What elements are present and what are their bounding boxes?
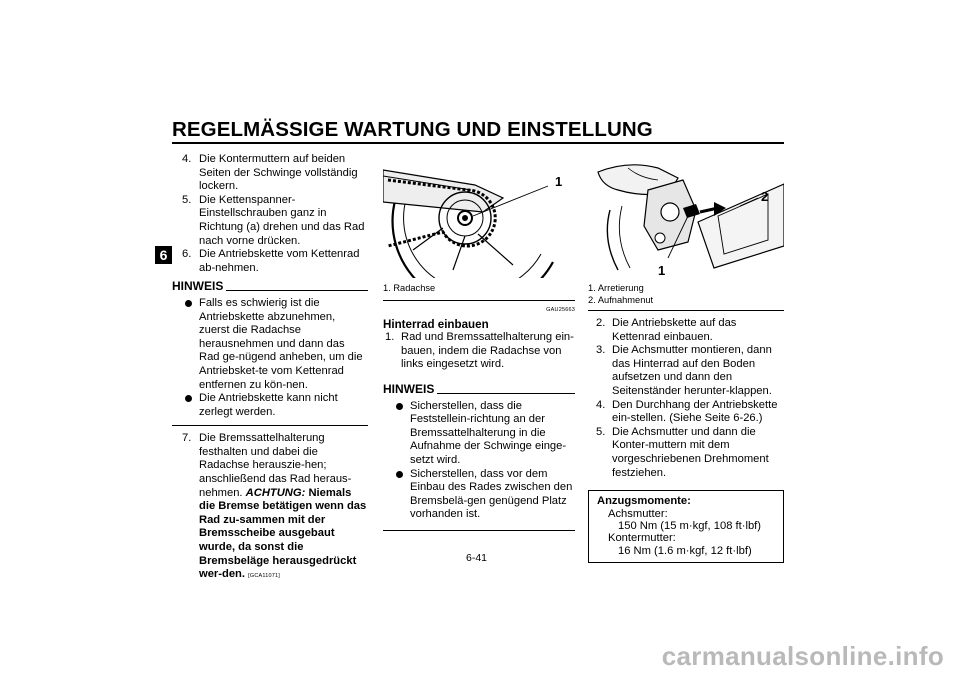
step-number: 1. [385,331,395,344]
hinweis-bullets [172,297,368,419]
list-item [383,400,575,468]
figure-caption: 2. Aufnahmenut [588,295,654,305]
caption-rule [383,300,575,301]
hinweis-end-rule [172,425,368,426]
right-column [588,282,784,563]
step-number: 3. [596,344,606,357]
list-item [383,468,575,522]
step-number: 4. [182,153,192,165]
tire-edge [607,210,618,270]
figure-rear-axle [383,150,575,278]
step-text: Die Bremssattelhalterung festhalten und dabei die Radachse herauszie-hen; anschließend das Rad heraus-nehmen. [199,432,352,499]
chapter-tab: 6 [155,246,172,264]
swingarm [383,170,503,212]
steps-list-right [588,317,784,480]
caption-rule [588,310,784,311]
section-code: GAU25663 [546,307,575,313]
achtung-text: Niemals die Bremse betätigen wenn das Rad zu-sammen mit der Bremsscheibe ausgebaut wurde, da sonst die Bremsbeläge herausgedrückt wer-den. [199,486,367,581]
wheel-spoke [413,228,443,250]
step-text: Die Achsmutter und dann die Konter-muttern mit dem vorgeschriebenen Drehmoment festziehen. [612,425,769,479]
list-item [172,153,368,194]
figure-caliper-bracket [588,150,784,278]
step-number: 5. [182,193,192,206]
list-item [588,344,784,398]
bullet-icon [185,395,192,402]
figure-callout: 1 [555,174,563,189]
hinweis-title: HINWEIS [383,381,435,396]
tire-edge-inner [619,206,630,268]
step-number: 2. [596,317,606,329]
step-text: Den Durchhang der Antriebskette ein-stellen. (Siehe Seite 6-26.) [612,398,778,425]
step-number: 4. [596,398,606,411]
figure-callout-2: 2 [761,189,769,204]
torque-heading: Anzugsmomente: [597,495,691,508]
steps-list-b [172,432,368,584]
torque-label: Achsmutter: [608,507,668,520]
bullet-icon [396,471,403,478]
hinweis-heading [172,280,368,294]
bullet-text: Falls es schwierig ist die Antriebskette abzunehmen, zuerst die Radachse herausnehmen und dann das Rad ge-nügend anheben, um die Antriebsket-te vom Kettenrad entfernen zu kön-nen. [199,296,363,391]
swingarm-section [698,184,784,268]
torque-spec-box [588,490,784,563]
list-item [588,426,784,480]
bullet-text: Die Antriebskette kann nicht zerlegt werden. [199,392,338,418]
wheel-spoke [478,234,513,265]
hinweis-heading [383,383,575,397]
section-title: Hinterrad einbauen [383,317,489,331]
step-text: Rad und Bremssattelhalterung ein-bauen, indem die Radachse von links eingesetzt wird. [401,331,574,371]
bracket-hole [655,233,665,243]
title-rule [172,142,784,144]
step-number: 7. [182,432,192,445]
hinweis-bullets [383,400,575,522]
warning-code: [GCA11071] [248,573,280,580]
list-item [172,432,368,584]
list-item [172,194,368,248]
list-item [172,392,368,419]
achtung-label: ACHTUNG: [245,486,306,499]
step-text: Die Antriebskette auf das Kettenrad einbauen. [612,317,737,343]
step-text: Die Kontermuttern auf beiden Seiten der Schwinge vollständig lockern. [199,153,358,193]
figure-callout-1: 1 [658,263,666,278]
hinweis-rule [226,290,368,291]
bullet-text: Sicherstellen, dass vor dem Einbau des Rades zwischen den Bremsbelä-gen genügend Platz vorhanden ist. [410,467,573,521]
bullet-icon [396,403,403,410]
torque-label: Kontermutter: [608,532,676,545]
step-text: Die Achsmutter montieren, dann das Hinterrad auf den Boden aufsetzen und dann den Seitenständer herunter-klappen. [612,344,772,397]
middle-column [383,282,575,531]
bullet-icon [185,300,192,307]
torque-value: 16 Nm (1.6 m·kgf, 12 ft·lbf) [618,544,752,557]
steps-list-a [172,153,368,275]
rear-wheel-illustration [383,150,575,278]
wheel-spoke [453,236,465,270]
axle-nut [462,215,468,221]
step-text: Die Antriebskette vom Kettenrad ab-nehmen. [199,248,360,274]
figure-caption: 1. Arretierung [588,283,644,293]
caliper-bracket-illustration [588,150,784,278]
figure-caption: 1. Radachse [383,283,436,293]
page-number: 6-41 [466,552,488,564]
left-column [172,153,368,584]
hinweis-rule [437,393,575,394]
list-item [172,248,368,275]
step-text: Die Kettenspanner-Einstellschrauben ganz in Richtung (a) drehen und das Rad nach vorne drücken. [199,193,365,247]
watermark: carmanualsonline.info [661,641,944,671]
list-item [383,331,575,372]
bullet-text: Sicherstellen, dass die Feststellein-richtung an der Bremssattelhalterung in die Aufnahme der Schwinge einge-setzt wird. [410,399,567,466]
list-item [588,317,784,344]
hinweis-end-rule [383,530,575,531]
list-item [588,399,784,426]
torque-value: 150 Nm (15 m·kgf, 108 ft·lbf) [618,519,762,532]
step-number: 5. [596,425,606,438]
list-item [172,297,368,392]
page-title: REGELMÄSSIGE WARTUNG UND EINSTELLUNG [172,118,653,141]
bracket-bolt [661,203,679,221]
hinweis-title: HINWEIS [172,279,224,294]
step-number: 6. [182,248,192,261]
steps-list-middle [383,331,575,372]
